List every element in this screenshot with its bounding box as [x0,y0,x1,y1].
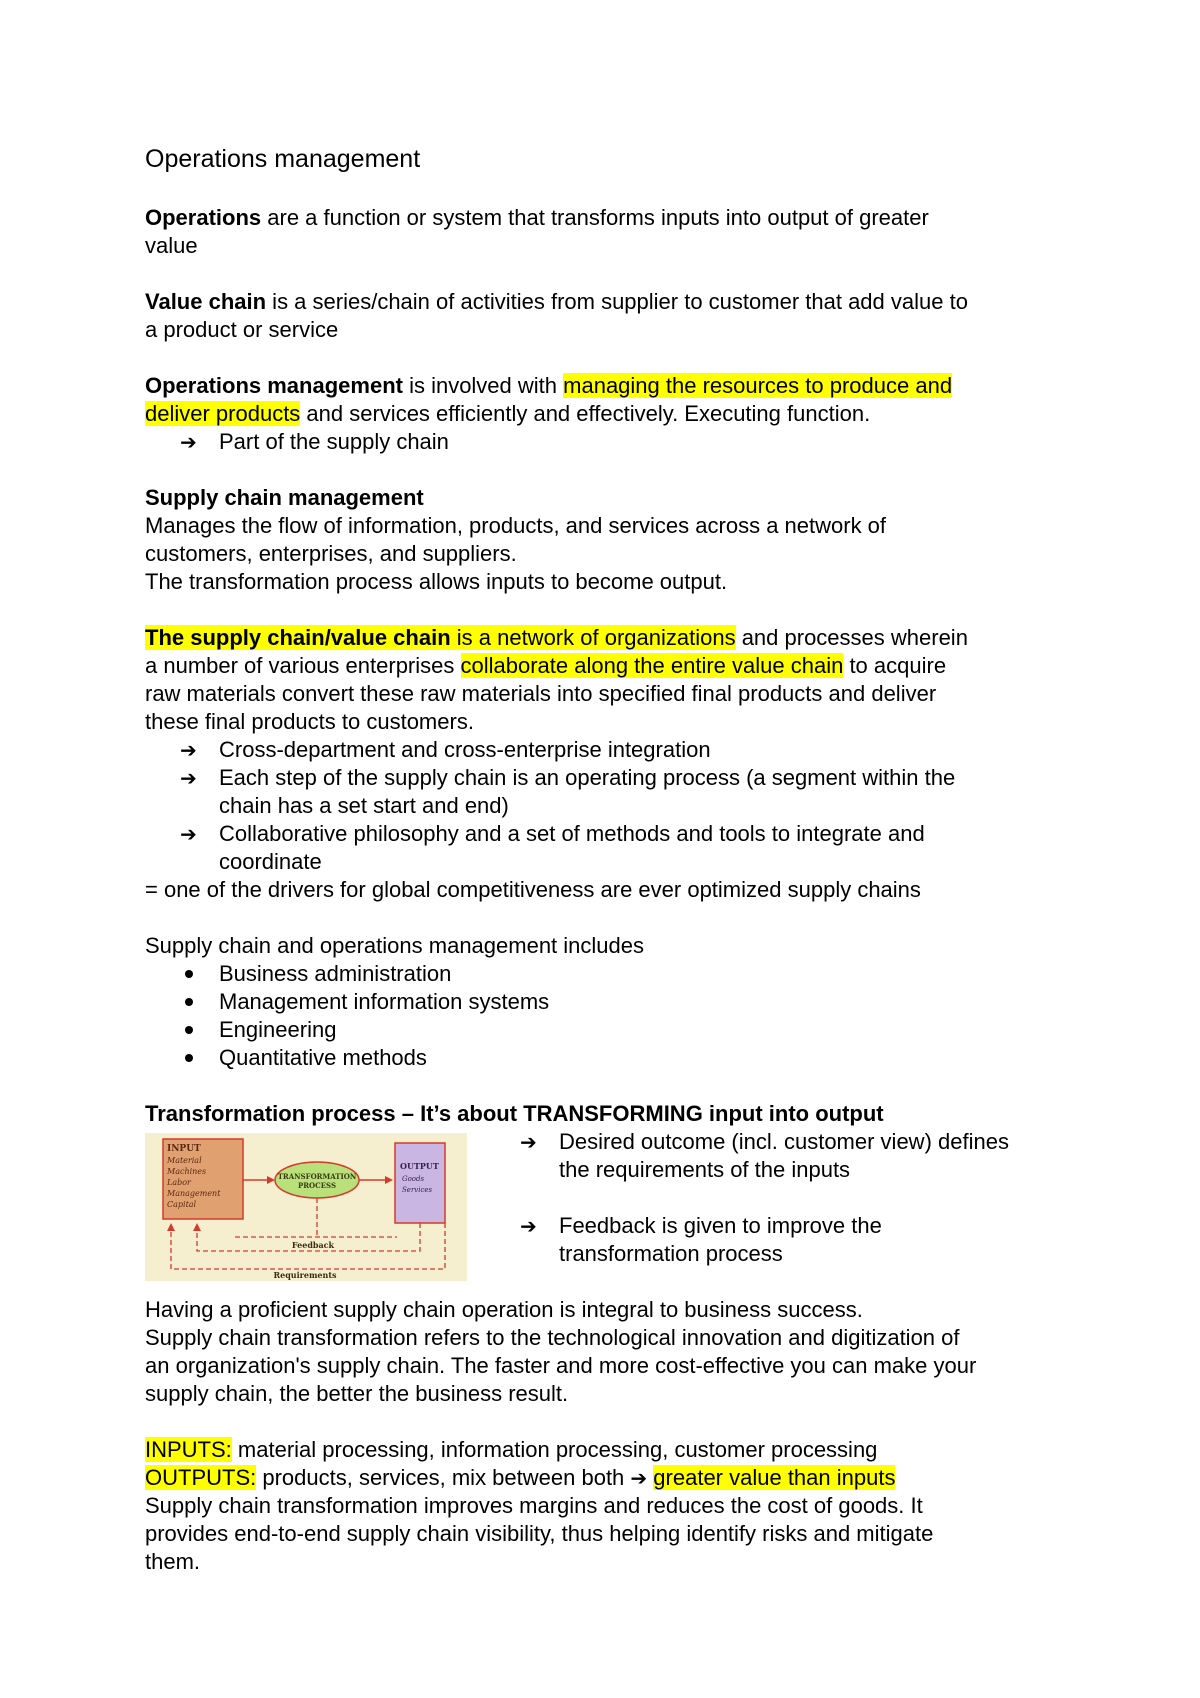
diagram-input-item: Material [167,1156,202,1165]
om-pre: is involved with [402,373,564,398]
sc-bullet-2-cont: chain has a set start and end) [219,793,509,818]
diagram-output-item: Services [402,1186,433,1194]
scm-line-3: The transformation process allows inputs to become output. [145,569,728,594]
includes-intro: Supply chain and operations management includes [145,933,644,958]
sc-bullet-3-cont: coordinate [219,849,322,874]
transformation-bullet-1: Desired outcome (incl. customer view) defines [559,1129,1009,1154]
sc-bullet-3: Collaborative philosophy and a set of methods and tools to integrate and [219,821,925,846]
arrow-bullet-icon: ➔ [180,738,197,762]
term-value-chain: Value chain [145,289,267,314]
term-operations: Operations [145,205,262,230]
highlight-inputs-label: INPUTS: [145,1437,232,1462]
inputs-line [145,1436,877,1464]
term-operations-management: Operations management [145,373,403,398]
proficient-line-4: supply chain, the better the business result. [145,1381,569,1406]
om-definition [145,372,952,400]
diagram-process-line-2: PROCESS [297,1181,337,1190]
sc-para-line-1 [145,624,968,652]
outputs-text: products, services, mix between both [256,1465,631,1490]
diagram-input-item: Machines [167,1167,207,1176]
transformation-bullet-1-cont: the requirements of the inputs [559,1157,851,1182]
highlight-deliver-products: deliver products [145,401,301,426]
om-definition-cont [145,400,870,428]
operations-definition [145,204,929,232]
highlight-supply-chain-term: The supply chain/value chain [145,625,451,650]
diagram-input-item: Labor [167,1178,191,1187]
diagram-input-item: Management [167,1189,221,1198]
includes-item: Quantitative methods [219,1045,427,1070]
diagram-process-line-1: TRANSFORMATION [277,1172,357,1181]
highlight-network: is a network of organizations [450,625,736,650]
arrow-bullet-icon: ➔ [520,1214,537,1238]
om-post: and services efficiently and effectively. Executing function. [300,401,871,426]
value-chain-text: is a series/chain of activities from supplier to customer that add value to [266,289,968,314]
sc-bullet-2: Each step of the supply chain is an operating process (a segment within the [219,765,956,790]
diagram-output-title: OUTPUT [400,1161,439,1171]
transformation-heading: Transformation process – It’s about TRANSFORMING input into output [145,1101,884,1126]
sc-para-line-3: raw materials convert these raw materials into specified final products and deliver [145,681,937,706]
includes-item: Management information systems [219,989,550,1014]
arrow-bullet-icon: ➔ [180,430,197,454]
arrow-bullet-icon: ➔ [180,822,197,846]
bullet-dot-icon [185,1054,193,1062]
value-chain-definition [145,288,968,316]
proficient-line-2: Supply chain transformation refers to the technological innovation and digitization of [145,1325,960,1350]
transformation-bullet-2-cont: transformation process [559,1241,783,1266]
io-line-3: Supply chain transformation improves margins and reduces the cost of goods. It [145,1493,923,1518]
scm-heading: Supply chain management [145,485,424,510]
includes-item: Business administration [219,961,452,986]
operations-text: are a function or system that transforms inputs into output of greater [261,205,929,230]
arrow-icon: ➔ [630,1466,648,1490]
sc-para-rest: and processes wherein [735,625,968,650]
output-box [395,1143,445,1223]
arrow-bullet-icon: ➔ [180,766,197,790]
proficient-line-3: an organization's supply chain. The faster and more cost-effective you can make your [145,1353,977,1378]
inputs-text: material processing, information processing, customer processing [231,1437,878,1462]
highlight-collaborate: collaborate along the entire value chain [460,653,844,678]
sc-bullet-1: Cross-department and cross-enterprise integration [219,737,711,762]
sc-para-l2-post: to acquire [843,653,947,678]
diagram-input-item: Capital [167,1200,197,1209]
bullet-dot-icon [185,970,193,978]
page-title: Operations management [145,145,421,173]
proficient-line-1: Having a proficient supply chain operation is integral to business success. [145,1297,863,1322]
io-line-5: them. [145,1549,201,1574]
operations-definition-cont: value [145,233,198,258]
transformation-diagram [145,1133,467,1281]
sc-para-line-4: these final products to customers. [145,709,474,734]
diagram-requirements-label: Requirements [273,1270,337,1280]
sc-para-l2-pre: a number of various enterprises [145,653,461,678]
bullet-dot-icon [185,1026,193,1034]
arrow-bullet-icon: ➔ [520,1130,537,1154]
io-line-4: provides end-to-end supply chain visibility, thus helping identify risks and mitigate [145,1521,934,1546]
highlight-outputs-label: OUTPUTS: [145,1465,257,1490]
diagram-input-title: INPUT [167,1144,201,1154]
sc-equation: = one of the drivers for global competitiveness are ever optimized supply chains [145,877,921,902]
outputs-line [145,1464,895,1492]
sc-para-line-2 [145,652,946,680]
scm-line-2: customers, enterprises, and suppliers. [145,541,517,566]
highlight-managing-resources: managing the resources to produce and [563,373,953,398]
includes-item: Engineering [219,1017,337,1042]
value-chain-definition-cont: a product or service [145,317,339,342]
diagram-output-item: Goods [402,1175,425,1183]
diagram-feedback-label: Feedback [291,1240,335,1250]
om-bullet: Part of the supply chain [219,429,449,454]
scm-line-1: Manages the flow of information, products, and services across a network of [145,513,887,538]
transformation-bullet-2: Feedback is given to improve the [559,1213,882,1238]
highlight-greater-value: greater value than inputs [653,1465,896,1490]
bullet-dot-icon [185,998,193,1006]
